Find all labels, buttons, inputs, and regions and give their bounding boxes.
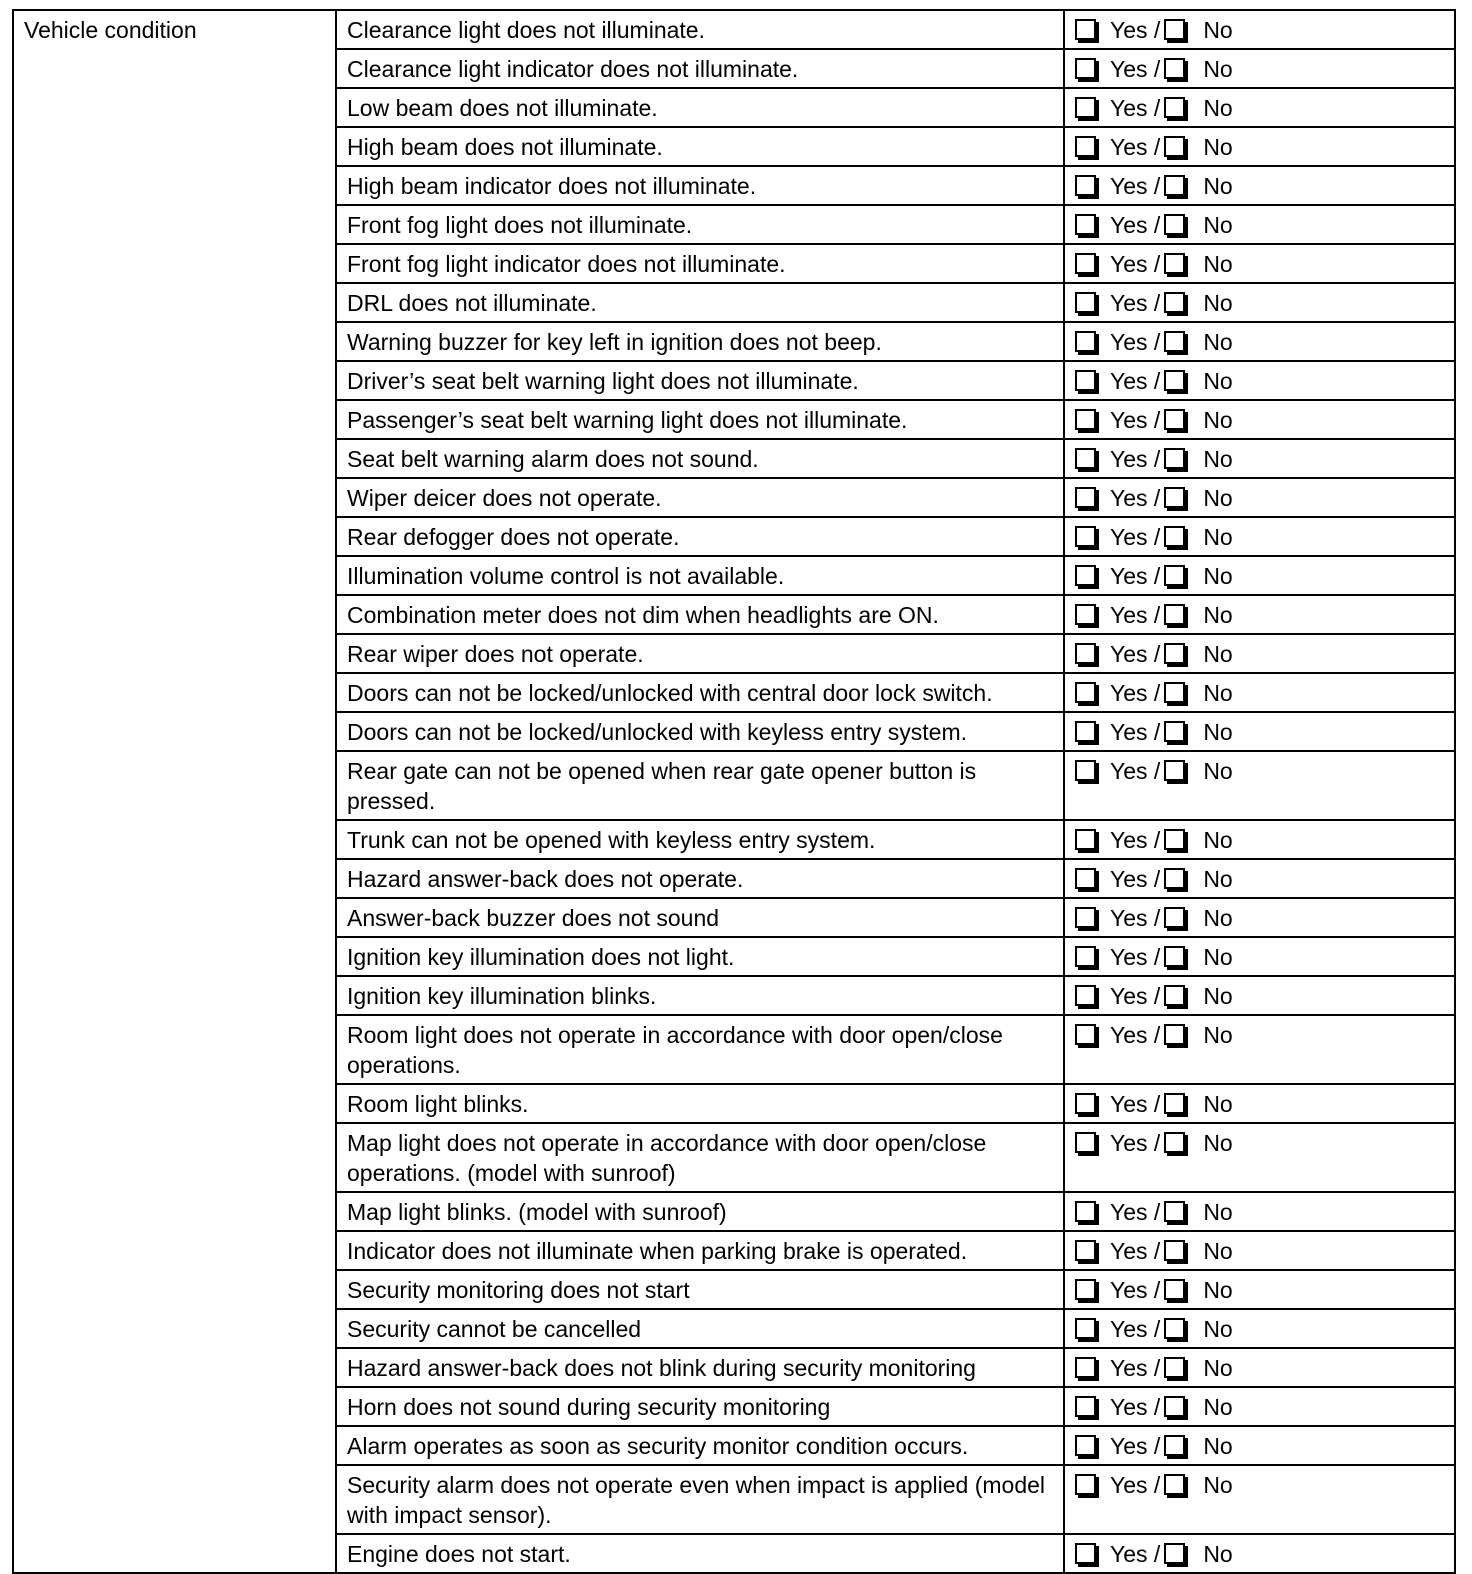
no-label: No — [1203, 905, 1233, 931]
separator: / — [1153, 95, 1161, 121]
no-checkbox[interactable] — [1164, 1396, 1185, 1417]
condition-text: Ignition key illumination does not light. — [336, 937, 1064, 976]
yes-checkbox[interactable] — [1075, 1396, 1096, 1417]
separator: / — [1153, 1316, 1161, 1342]
no-checkbox[interactable] — [1164, 409, 1185, 430]
no-label: No — [1203, 1091, 1233, 1117]
no-label: No — [1203, 407, 1233, 433]
no-label: No — [1203, 1472, 1233, 1498]
yes-checkbox[interactable] — [1075, 1357, 1096, 1378]
answer-cell — [1064, 1231, 1455, 1270]
no-label: No — [1203, 1355, 1233, 1381]
no-label: No — [1203, 17, 1233, 43]
yes-checkbox[interactable] — [1075, 1279, 1096, 1300]
no-checkbox[interactable] — [1164, 985, 1185, 1006]
condition-text: Hazard answer-back does not blink during security monitoring — [336, 1348, 1064, 1387]
answer-cell — [1064, 478, 1455, 517]
answer-cell — [1064, 127, 1455, 166]
yes-label: Yes — [1110, 602, 1148, 628]
answer-cell — [1064, 712, 1455, 751]
no-checkbox[interactable] — [1164, 604, 1185, 625]
yes-checkbox[interactable] — [1075, 721, 1096, 742]
yes-label: Yes — [1110, 1091, 1148, 1117]
no-label: No — [1203, 1238, 1233, 1264]
yes-label: Yes — [1110, 212, 1148, 238]
yes-checkbox[interactable] — [1075, 1024, 1096, 1045]
separator: / — [1153, 290, 1161, 316]
yes-checkbox[interactable] — [1075, 946, 1096, 967]
no-checkbox[interactable] — [1164, 214, 1185, 235]
no-checkbox[interactable] — [1164, 292, 1185, 313]
yes-checkbox[interactable] — [1075, 643, 1096, 664]
answer-cell — [1064, 1270, 1455, 1309]
yes-label: Yes — [1110, 1394, 1148, 1420]
no-checkbox[interactable] — [1164, 136, 1185, 157]
yes-checkbox[interactable] — [1075, 907, 1096, 928]
yes-label: Yes — [1110, 1541, 1148, 1567]
separator: / — [1153, 1199, 1161, 1225]
condition-text: Doors can not be locked/unlocked with central door lock switch. — [336, 673, 1064, 712]
yes-label: Yes — [1110, 1433, 1148, 1459]
answer-cell — [1064, 1534, 1455, 1573]
condition-text: Front fog light indicator does not illuminate. — [336, 244, 1064, 283]
answer-cell — [1064, 673, 1455, 712]
separator: / — [1153, 602, 1161, 628]
answer-cell — [1064, 595, 1455, 634]
yes-checkbox[interactable] — [1075, 1435, 1096, 1456]
condition-text: Clearance light does not illuminate. — [336, 10, 1064, 49]
condition-text: Driver’s seat belt warning light does not illuminate. — [336, 361, 1064, 400]
answer-cell — [1064, 634, 1455, 673]
yes-checkbox[interactable] — [1075, 331, 1096, 352]
answer-cell — [1064, 205, 1455, 244]
no-checkbox[interactable] — [1164, 175, 1185, 196]
yes-checkbox[interactable] — [1075, 448, 1096, 469]
yes-label: Yes — [1110, 983, 1148, 1009]
separator: / — [1153, 329, 1161, 355]
yes-label: Yes — [1110, 1130, 1148, 1156]
yes-label: Yes — [1110, 641, 1148, 667]
no-label: No — [1203, 134, 1233, 160]
condition-text: DRL does not illuminate. — [336, 283, 1064, 322]
condition-text: Security monitoring does not start — [336, 1270, 1064, 1309]
answer-cell — [1064, 361, 1455, 400]
no-label: No — [1203, 290, 1233, 316]
no-label: No — [1203, 1130, 1233, 1156]
condition-text: Ignition key illumination blinks. — [336, 976, 1064, 1015]
no-checkbox[interactable] — [1164, 1357, 1185, 1378]
yes-label: Yes — [1110, 944, 1148, 970]
no-checkbox[interactable] — [1164, 946, 1185, 967]
yes-checkbox[interactable] — [1075, 565, 1096, 586]
no-checkbox[interactable] — [1164, 1132, 1185, 1153]
no-checkbox[interactable] — [1164, 1093, 1185, 1114]
yes-label: Yes — [1110, 563, 1148, 589]
answer-cell — [1064, 1192, 1455, 1231]
yes-checkbox[interactable] — [1075, 370, 1096, 391]
no-label: No — [1203, 719, 1233, 745]
yes-label: Yes — [1110, 758, 1148, 784]
answer-cell — [1064, 751, 1455, 820]
no-label: No — [1203, 680, 1233, 706]
yes-label: Yes — [1110, 905, 1148, 931]
answer-cell — [1064, 937, 1455, 976]
yes-checkbox[interactable] — [1075, 19, 1096, 40]
no-label: No — [1203, 1199, 1233, 1225]
yes-checkbox[interactable] — [1075, 1093, 1096, 1114]
separator: / — [1153, 1355, 1161, 1381]
separator: / — [1153, 905, 1161, 931]
yes-label: Yes — [1110, 1022, 1148, 1048]
yes-label: Yes — [1110, 1355, 1148, 1381]
yes-label: Yes — [1110, 446, 1148, 472]
separator: / — [1153, 1238, 1161, 1264]
separator: / — [1153, 944, 1161, 970]
condition-text: High beam indicator does not illuminate. — [336, 166, 1064, 205]
no-checkbox[interactable] — [1164, 526, 1185, 547]
yes-label: Yes — [1110, 719, 1148, 745]
condition-text: Room light does not operate in accordance with door open/close operations. — [336, 1015, 1064, 1084]
yes-checkbox[interactable] — [1075, 604, 1096, 625]
no-checkbox[interactable] — [1164, 1435, 1185, 1456]
yes-checkbox[interactable] — [1075, 292, 1096, 313]
yes-label: Yes — [1110, 56, 1148, 82]
yes-checkbox[interactable] — [1075, 829, 1096, 850]
answer-cell — [1064, 166, 1455, 205]
yes-checkbox[interactable] — [1075, 1474, 1096, 1495]
no-label: No — [1203, 485, 1233, 511]
no-label: No — [1203, 446, 1233, 472]
yes-checkbox[interactable] — [1075, 409, 1096, 430]
condition-text: Combination meter does not dim when headlights are ON. — [336, 595, 1064, 634]
no-label: No — [1203, 758, 1233, 784]
condition-text: Rear gate can not be opened when rear gate opener button is pressed. — [336, 751, 1064, 820]
answer-cell — [1064, 322, 1455, 361]
separator: / — [1153, 368, 1161, 394]
yes-label: Yes — [1110, 1238, 1148, 1264]
yes-label: Yes — [1110, 1199, 1148, 1225]
no-checkbox[interactable] — [1164, 487, 1185, 508]
answer-cell — [1064, 283, 1455, 322]
condition-text: Seat belt warning alarm does not sound. — [336, 439, 1064, 478]
no-checkbox[interactable] — [1164, 907, 1185, 928]
answer-cell — [1064, 88, 1455, 127]
no-label: No — [1203, 866, 1233, 892]
condition-text: Map light blinks. (model with sunroof) — [336, 1192, 1064, 1231]
condition-text: Warning buzzer for key left in ignition does not beep. — [336, 322, 1064, 361]
answer-cell — [1064, 1123, 1455, 1192]
condition-text: Front fog light does not illuminate. — [336, 205, 1064, 244]
condition-text: Engine does not start. — [336, 1534, 1064, 1573]
separator: / — [1153, 407, 1161, 433]
separator: / — [1153, 212, 1161, 238]
separator: / — [1153, 866, 1161, 892]
no-checkbox[interactable] — [1164, 1474, 1185, 1495]
answer-cell — [1064, 1426, 1455, 1465]
yes-checkbox[interactable] — [1075, 253, 1096, 274]
yes-checkbox[interactable] — [1075, 1132, 1096, 1153]
no-label: No — [1203, 602, 1233, 628]
no-checkbox[interactable] — [1164, 868, 1185, 889]
answer-cell — [1064, 517, 1455, 556]
separator: / — [1153, 983, 1161, 1009]
yes-label: Yes — [1110, 17, 1148, 43]
condition-text: High beam does not illuminate. — [336, 127, 1064, 166]
yes-label: Yes — [1110, 1316, 1148, 1342]
no-checkbox[interactable] — [1164, 253, 1185, 274]
yes-label: Yes — [1110, 1277, 1148, 1303]
yes-checkbox[interactable] — [1075, 214, 1096, 235]
separator: / — [1153, 563, 1161, 589]
yes-label: Yes — [1110, 368, 1148, 394]
answer-cell — [1064, 859, 1455, 898]
no-label: No — [1203, 1316, 1233, 1342]
no-label: No — [1203, 56, 1233, 82]
condition-text: Passenger’s seat belt warning light does not illuminate. — [336, 400, 1064, 439]
no-checkbox[interactable] — [1164, 331, 1185, 352]
no-checkbox[interactable] — [1164, 829, 1185, 850]
separator: / — [1153, 524, 1161, 550]
no-label: No — [1203, 563, 1233, 589]
yes-checkbox[interactable] — [1075, 868, 1096, 889]
condition-text: Rear wiper does not operate. — [336, 634, 1064, 673]
answer-cell — [1064, 1387, 1455, 1426]
separator: / — [1153, 1394, 1161, 1420]
no-checkbox[interactable] — [1164, 58, 1185, 79]
no-label: No — [1203, 95, 1233, 121]
separator: / — [1153, 134, 1161, 160]
yes-checkbox[interactable] — [1075, 175, 1096, 196]
no-checkbox[interactable] — [1164, 760, 1185, 781]
separator: / — [1153, 1472, 1161, 1498]
condition-text: Rear defogger does not operate. — [336, 517, 1064, 556]
condition-text: Security cannot be cancelled — [336, 1309, 1064, 1348]
answer-cell — [1064, 976, 1455, 1015]
answer-cell — [1064, 1084, 1455, 1123]
yes-checkbox[interactable] — [1075, 1318, 1096, 1339]
condition-text: Clearance light indicator does not illuminate. — [336, 49, 1064, 88]
no-checkbox[interactable] — [1164, 1201, 1185, 1222]
separator: / — [1153, 1541, 1161, 1567]
answer-cell — [1064, 1465, 1455, 1534]
separator: / — [1153, 719, 1161, 745]
no-label: No — [1203, 827, 1233, 853]
answer-cell — [1064, 820, 1455, 859]
no-label: No — [1203, 251, 1233, 277]
separator: / — [1153, 680, 1161, 706]
no-label: No — [1203, 1277, 1233, 1303]
no-label: No — [1203, 1394, 1233, 1420]
separator: / — [1153, 641, 1161, 667]
answer-cell — [1064, 400, 1455, 439]
yes-checkbox[interactable] — [1075, 58, 1096, 79]
answer-cell — [1064, 439, 1455, 478]
no-label: No — [1203, 1541, 1233, 1567]
yes-checkbox[interactable] — [1075, 985, 1096, 1006]
yes-checkbox[interactable] — [1075, 1240, 1096, 1261]
yes-checkbox[interactable] — [1075, 1201, 1096, 1222]
condition-text: Hazard answer-back does not operate. — [336, 859, 1064, 898]
no-checkbox[interactable] — [1164, 97, 1185, 118]
yes-label: Yes — [1110, 95, 1148, 121]
condition-text: Alarm operates as soon as security monitor condition occurs. — [336, 1426, 1064, 1465]
no-label: No — [1203, 524, 1233, 550]
separator: / — [1153, 173, 1161, 199]
yes-label: Yes — [1110, 134, 1148, 160]
answer-cell — [1064, 556, 1455, 595]
answer-cell — [1064, 1309, 1455, 1348]
no-checkbox[interactable] — [1164, 19, 1185, 40]
separator: / — [1153, 1022, 1161, 1048]
yes-checkbox[interactable] — [1075, 136, 1096, 157]
condition-text: Security alarm does not operate even when impact is applied (model with impact sensor). — [336, 1465, 1064, 1534]
yes-label: Yes — [1110, 485, 1148, 511]
condition-text: Wiper deicer does not operate. — [336, 478, 1064, 517]
separator: / — [1153, 446, 1161, 472]
yes-label: Yes — [1110, 680, 1148, 706]
answer-cell — [1064, 1348, 1455, 1387]
condition-text: Low beam does not illuminate. — [336, 88, 1064, 127]
separator: / — [1153, 485, 1161, 511]
no-checkbox[interactable] — [1164, 448, 1185, 469]
no-label: No — [1203, 1433, 1233, 1459]
yes-label: Yes — [1110, 329, 1148, 355]
no-label: No — [1203, 1022, 1233, 1048]
no-label: No — [1203, 641, 1233, 667]
answer-cell — [1064, 898, 1455, 937]
separator: / — [1153, 1130, 1161, 1156]
separator: / — [1153, 1091, 1161, 1117]
condition-text: Indicator does not illuminate when parking brake is operated. — [336, 1231, 1064, 1270]
separator: / — [1153, 1277, 1161, 1303]
no-checkbox[interactable] — [1164, 1240, 1185, 1261]
condition-text: Room light blinks. — [336, 1084, 1064, 1123]
no-checkbox[interactable] — [1164, 1024, 1185, 1045]
no-checkbox[interactable] — [1164, 370, 1185, 391]
condition-text: Map light does not operate in accordance with door open/close operations. (model with sunroof) — [336, 1123, 1064, 1192]
table-row — [13, 10, 1455, 49]
no-label: No — [1203, 983, 1233, 1009]
answer-cell — [1064, 10, 1455, 49]
yes-label: Yes — [1110, 173, 1148, 199]
yes-label: Yes — [1110, 251, 1148, 277]
no-checkbox[interactable] — [1164, 1279, 1185, 1300]
separator: / — [1153, 827, 1161, 853]
yes-label: Yes — [1110, 866, 1148, 892]
yes-checkbox[interactable] — [1075, 97, 1096, 118]
no-checkbox[interactable] — [1164, 1543, 1185, 1564]
separator: / — [1153, 758, 1161, 784]
separator: / — [1153, 1433, 1161, 1459]
no-label: No — [1203, 944, 1233, 970]
no-checkbox[interactable] — [1164, 1318, 1185, 1339]
separator: / — [1153, 56, 1161, 82]
yes-label: Yes — [1110, 290, 1148, 316]
answer-cell — [1064, 1015, 1455, 1084]
answer-cell — [1064, 244, 1455, 283]
separator: / — [1153, 17, 1161, 43]
no-label: No — [1203, 212, 1233, 238]
yes-checkbox[interactable] — [1075, 682, 1096, 703]
condition-text: Illumination volume control is not available. — [336, 556, 1064, 595]
yes-checkbox[interactable] — [1075, 760, 1096, 781]
category-label: Vehicle condition — [13, 10, 336, 1573]
no-checkbox[interactable] — [1164, 643, 1185, 664]
condition-text: Answer-back buzzer does not sound — [336, 898, 1064, 937]
condition-text: Horn does not sound during security monitoring — [336, 1387, 1064, 1426]
yes-label: Yes — [1110, 827, 1148, 853]
no-checkbox[interactable] — [1164, 682, 1185, 703]
no-label: No — [1203, 368, 1233, 394]
yes-checkbox[interactable] — [1075, 1543, 1096, 1564]
condition-text: Trunk can not be opened with keyless entry system. — [336, 820, 1064, 859]
yes-checkbox[interactable] — [1075, 526, 1096, 547]
yes-label: Yes — [1110, 524, 1148, 550]
separator: / — [1153, 251, 1161, 277]
no-checkbox[interactable] — [1164, 721, 1185, 742]
answer-cell — [1064, 49, 1455, 88]
no-checkbox[interactable] — [1164, 565, 1185, 586]
no-label: No — [1203, 173, 1233, 199]
yes-label: Yes — [1110, 407, 1148, 433]
yes-label: Yes — [1110, 1472, 1148, 1498]
yes-checkbox[interactable] — [1075, 487, 1096, 508]
condition-text: Doors can not be locked/unlocked with keyless entry system. — [336, 712, 1064, 751]
vehicle-condition-table — [12, 9, 1456, 1574]
no-label: No — [1203, 329, 1233, 355]
